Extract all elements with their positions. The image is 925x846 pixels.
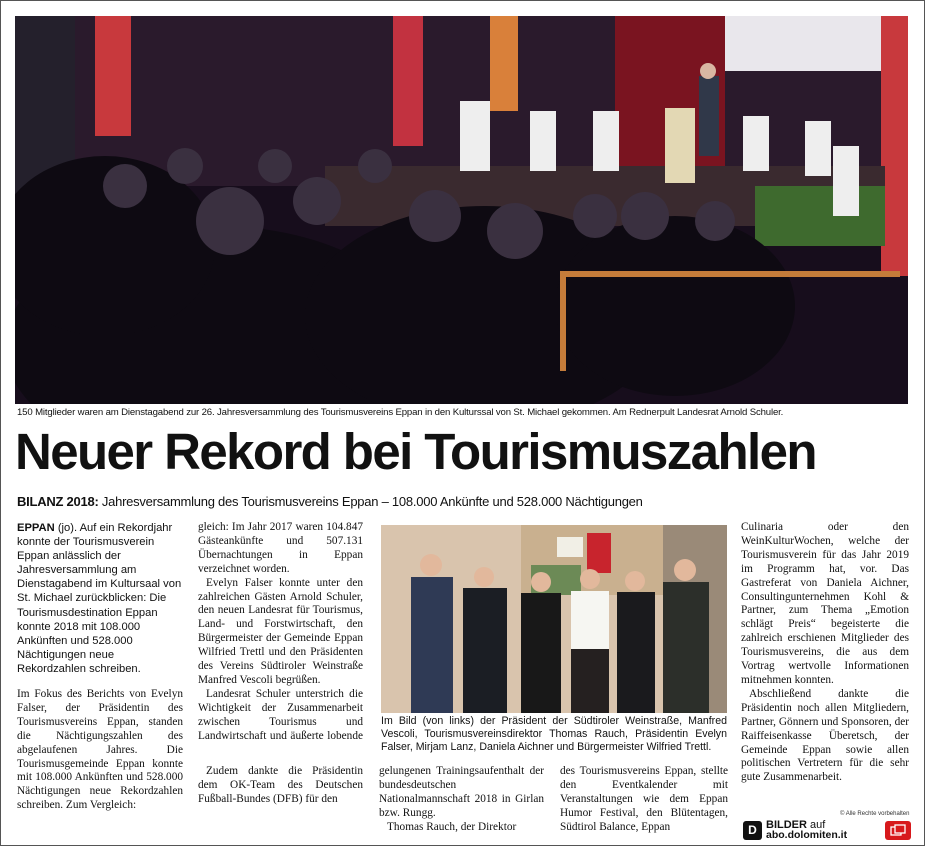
photo-gallery-promo[interactable] <box>743 819 911 841</box>
body-paragraph: gelungenen Trainingsaufenthalt der bundesdeutschen Nationalmannschaft 2018 in Girlan bzw. Rungg. <box>379 765 544 819</box>
body-paragraph: Evelyn Falser konnte unter den zahlreichen Gästen Arnold Schuler, den neuen Landesrat für Tourismus, Land- und Forstwirtschaft, den Bürgermeister der Gemeinde Eppan Wilfried Trettl und den Präsidenten des Vereins Südtiroler Weinstraße Manfred Vescoli begrüßen. <box>198 576 363 686</box>
group-photo <box>381 525 727 713</box>
subheadline-keyword: BILANZ 2018: <box>17 494 99 509</box>
body-paragraph: des Tourismusvereins Eppan, stellte den Eventkalender mit Veranstaltungen wie dem Eppan Humor Festival, den Blütentagen, Südtirol Balance, Eppan <box>560 765 728 833</box>
body-paragraph: Abschließend dankte die Präsidentin noch allen Mitgliedern, Partner, Gönnern und Sponsoren, der Raiffeisenkasse Überetsch, der Gemeinde Eppan sowie allen politischen Vertretern für die sehr gute Zusammenarbeit. <box>741 687 909 784</box>
article-column-1 <box>17 521 183 837</box>
event-photo <box>15 16 908 404</box>
dolomiten-logo: D <box>743 821 762 840</box>
article-column-2-lower <box>198 765 363 840</box>
body-paragraph: Landesrat Schuler unterstrich die Wichtigkeit der Zusammenarbeit zwischen Tourismus und Landwirtschaft und äußerte lobende <box>198 687 363 741</box>
promo-label-bold: BILDER <box>766 819 807 831</box>
headline: Neuer Rekord bei Tourismuszahlen <box>15 423 816 480</box>
article-column-3-lower <box>379 765 544 840</box>
lead-text: (jo). Auf ein Rekordjahr konnte der Tourismusverein Eppan anlässlich der Jahresversammlung am Dienstagabend im Kultursaal von St. Michael zurückblicken: Die Tourismusdestination Eppan konnte 2018 mit 108.000 Ankünften und 528.000 Nächtigungen neue Rekordzahlen schreiben. <box>17 522 182 675</box>
copyright-credit: © Alle Rechte vorbehalten <box>840 811 910 817</box>
article-column-5 <box>741 521 909 809</box>
subheadline-text: Jahresversammlung des Tourismusvereins Eppan – 108.000 Ankünfte und 528.000 Nächtigungen <box>98 494 643 509</box>
article-column-2 <box>198 521 363 741</box>
body-paragraph: Im Fokus des Berichts von Evelyn Falser, der Präsidentin des Tourismusvereins Eppan, standen die Nächtigungszahlen des abgelaufenen Jahres. Die Tourismusgemeinde Eppan konnte mit 108.000 Ankünften und 528.000 Nächtigungen neue Rekordzahlen schreiben. Zum Vergleich: <box>17 688 183 812</box>
subheadline <box>17 494 910 509</box>
body-paragraph: gleich: Im Jahr 2017 waren 104.847 Gästeankünfte und 507.131 Übernachtungen in Eppan verzeichnet worden. <box>198 521 363 575</box>
article-column-4-lower <box>560 765 728 840</box>
body-paragraph: Zudem dankte die Präsidentin dem OK-Team des Deutschen Fußball-Bundes (DFB) für den <box>198 765 363 805</box>
group-photo-caption: Im Bild (von links) der Präsident der Südtiroler Weinstraße, Manfred Vescoli, Tourismusvereinsdirektor Thomas Rauch, Präsidentin Evelyn Falser, Mirjam Lanz, Daniela Aichner und Bürgermeister Wilfried Trettl. <box>381 715 727 754</box>
body-paragraph: Culinaria oder den WeinKulturWochen, welche der Tourismusverein für das Jahr 2019 im Programm hat, vor. Das Gastreferat von Daniela Aichner, Consultingunternehmen Kohl & Partner, zum Thema „Emotion schlägt Preis“ begeisterte die zahlreich erschienen Mitglieder des Tourismusvereins, die aus dem Vortrag wertvolle Informationen mitnehmen konnten. <box>741 521 909 686</box>
dateline: EPPAN <box>17 522 55 534</box>
photo-caption: 150 Mitglieder waren am Dienstagabend zur 26. Jahresversammlung des Tourismusvereins Eppan in den Kulturssal von St. Michael gekommen. Am Rednerpult Landesrat Arnold Schuler. <box>17 407 784 418</box>
photo-stack-icon <box>885 821 911 840</box>
promo-label-thin: auf <box>806 819 826 831</box>
lead-paragraph <box>17 521 183 676</box>
body-paragraph: Thomas Rauch, der Direktor <box>387 820 517 833</box>
promo-url[interactable]: abo.dolomiten.it <box>766 829 848 841</box>
